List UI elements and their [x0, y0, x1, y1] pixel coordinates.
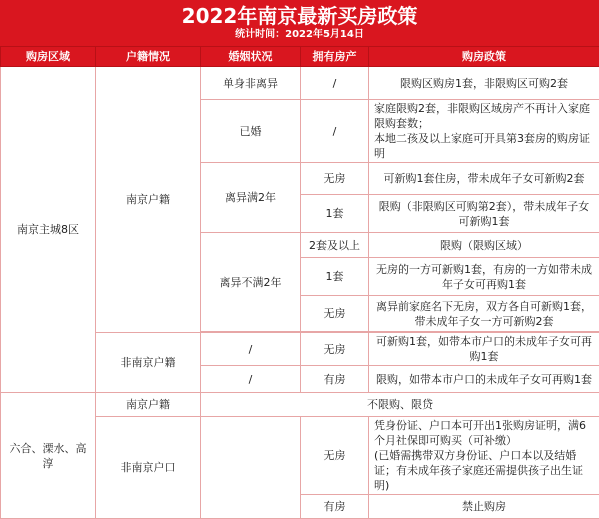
policy-cell: 限购区购房1套，非限购区可购2套 [369, 67, 599, 100]
hukou-cell: 南京户籍 [96, 393, 201, 417]
policy-cell: 禁止购房 [369, 495, 599, 519]
property-cell: 2套及以上 [301, 233, 369, 258]
region-cell: 六合、溧水、高淳 [1, 393, 96, 519]
page-subtitle: 统计时间：2022年5月14日 [0, 28, 599, 42]
marriage-cell: / [201, 333, 301, 366]
header-hukou: 户籍情况 [96, 47, 201, 67]
policy-cell: 无房的一方可新购1套，有房的一方如带未成年子女可再购1套 [369, 258, 599, 296]
header-policy: 购房政策 [369, 47, 599, 67]
property-cell: 有房 [301, 366, 369, 393]
header-property: 拥有房产 [301, 47, 369, 67]
property-cell: 1套 [301, 258, 369, 296]
table-row [1, 393, 599, 417]
marriage-cell: / [201, 366, 301, 393]
property-cell: 有房 [301, 495, 369, 519]
marriage-cell: 离异满2年 [201, 163, 301, 233]
policy-cell: 限购（限购区域） [369, 233, 599, 258]
marriage-cell: 离异不满2年 [201, 233, 301, 332]
region-cell: 南京主城8区 [1, 67, 96, 393]
policy-cell: 凭身份证、户口本可开出1张购房证明，满6个月社保即可购买（可补缴） (已婚需携带双方身份证、户口本以及结婚证；有未成年孩子家庭还需提供孩子出生证明) [369, 417, 599, 495]
header-marriage: 婚姻状况 [201, 47, 301, 67]
header-region: 购房区域 [1, 47, 96, 67]
marriage-cell: 已婚 [201, 100, 301, 163]
hukou-cell: 南京户籍 [96, 67, 201, 333]
policy-cell: 可新购1套住房，带未成年子女可新购2套 [369, 163, 599, 195]
property-cell: 无房 [301, 163, 369, 195]
table-header-row [1, 47, 599, 67]
property-cell: 无房 [301, 417, 369, 495]
policy-cell: 限购，如带本市户口的未成年子女可再购1套 [369, 366, 599, 393]
hukou-cell: 非南京户口 [96, 417, 201, 519]
policy-cell: 可新购1套，如带本市户口的未成年子女可再购1套 [369, 333, 599, 366]
policy-cell: 限购（非限购区可购第2套），带未成年子女可新购1套 [369, 195, 599, 233]
policy-cell: 离异前家庭名下无房，双方各自可新购1套，带未成年子女一方可新购2套 [369, 296, 599, 332]
table-row [1, 67, 599, 100]
hukou-cell: 非南京户籍 [96, 333, 201, 393]
property-cell: / [301, 67, 369, 100]
title-banner [0, 0, 599, 46]
page-title: 2022年南京最新买房政策 [0, 4, 599, 28]
marriage-cell [201, 417, 301, 519]
marriage-cell: 单身非离异 [201, 67, 301, 100]
property-cell: 无房 [301, 296, 369, 332]
property-cell: 1套 [301, 195, 369, 233]
policy-cell: 家庭限购2套，非限购区域房产不再计入家庭限购套数； 本地二孩及以上家庭可开具第3套房的购房证明 [369, 100, 599, 163]
policy-table [0, 46, 599, 519]
property-cell: / [301, 100, 369, 163]
property-cell: 无房 [301, 333, 369, 366]
policy-cell: 不限购、限贷 [201, 393, 599, 417]
